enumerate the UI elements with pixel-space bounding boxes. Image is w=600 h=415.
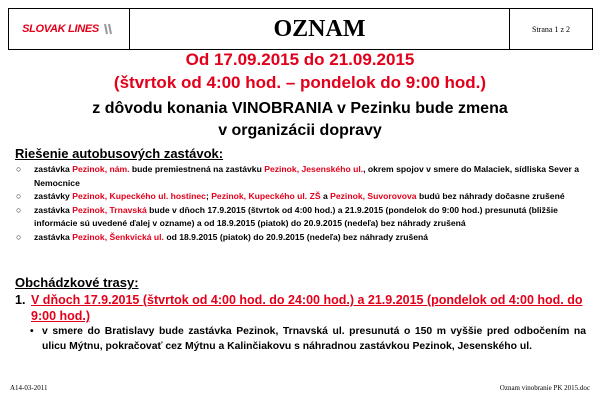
page-indicator: Strana 1 z 2 (532, 24, 570, 34)
bullet-icon: ○ (16, 204, 22, 215)
section-detours-title: Obchádzkové trasy: (15, 275, 139, 290)
headline-times: (štvrtok od 4:00 hod. – pondelok do 9:00 hod.) (113, 73, 487, 92)
detour-sub-text: v smere do Bratislavy bude zastávka Pezinok, Trnavská ul. presunutá o 150 m vyššie pred odbočením na ulicu Mýtnu, pokračovať cez Mýtnu a Kalinčiakovu s náhradnou zastávkou Pezinok, Jesenského ul. (42, 326, 586, 352)
footer-code: A14-03-2011 (10, 384, 48, 392)
detour-item (15, 292, 590, 324)
reason-event: VINOBRANIA (231, 100, 333, 117)
reason-prefix: z dôvodu konania (92, 100, 232, 117)
document-header (8, 8, 593, 50)
list-item: ○ zastávka Pezinok, nám. bude premiestnená na zastávku Pezinok, Jesenského ul., okrem spojov v smere do Malaciek, sídliska Sever a Nemocnice (16, 164, 580, 188)
bullet-icon: • (30, 326, 34, 337)
footer-filename: Oznam vinobranie PK 2015.doc (499, 384, 590, 392)
headline-dates: Od 17.09.2015 do 21.09.2015 (185, 50, 415, 69)
list-item: ○ zastávka Pezinok, Trnavská bude v dňoch 17.9.2015 (štvrtok od 4:00 hod.) a 21.9.2015 (pondelok do 9:00 hod.) presunutá (bližšie informácie sú uvedené ďalej v ozname) a od 18.9.2015 (piatok) do 20.9.2015 (nedeľa) bez náhrady zrušená (16, 204, 558, 228)
detour-item-text: V dňoch 17.9.2015 (štvrtok od 4:00 hod. do 24:00 hod.) a 21.9.2015 (pondelok od 4:00 hod. do 9:00 hod.) (31, 293, 583, 323)
detour-sub-item (30, 324, 586, 354)
list-item: ○ zastávky Pezinok, Kupeckého ul. hostinec; Pezinok, Kupeckého ul. ZŠ a Pezinok, Suvorovova budú bez náhrady dočasne zrušené (12, 190, 592, 204)
section-stops-title: Riešenie autobusových zastávok: (15, 146, 224, 161)
reason-suffix: v Pezinku bude zmena (332, 100, 508, 117)
logo-text: SLOVAK LINES (22, 23, 99, 35)
document-title: OZNAM (130, 9, 510, 49)
headline-reason (0, 100, 600, 118)
company-logo (9, 9, 130, 49)
stops-list (12, 163, 592, 244)
bullet-icon: ○ (16, 231, 22, 242)
logo-mark-icon (102, 22, 116, 36)
bullet-icon: ○ (16, 191, 22, 201)
detour-item-number: 1. (15, 293, 26, 307)
list-item: ○ zastávka Pezinok, Šenkvická ul. od 18.9.2015 (piatok) do 20.9.2015 (nedeľa) bez náhrady zrušená (12, 231, 592, 245)
bullet-icon: ○ (16, 164, 22, 174)
headline-reason-line2: v organizácii dopravy (218, 122, 382, 139)
